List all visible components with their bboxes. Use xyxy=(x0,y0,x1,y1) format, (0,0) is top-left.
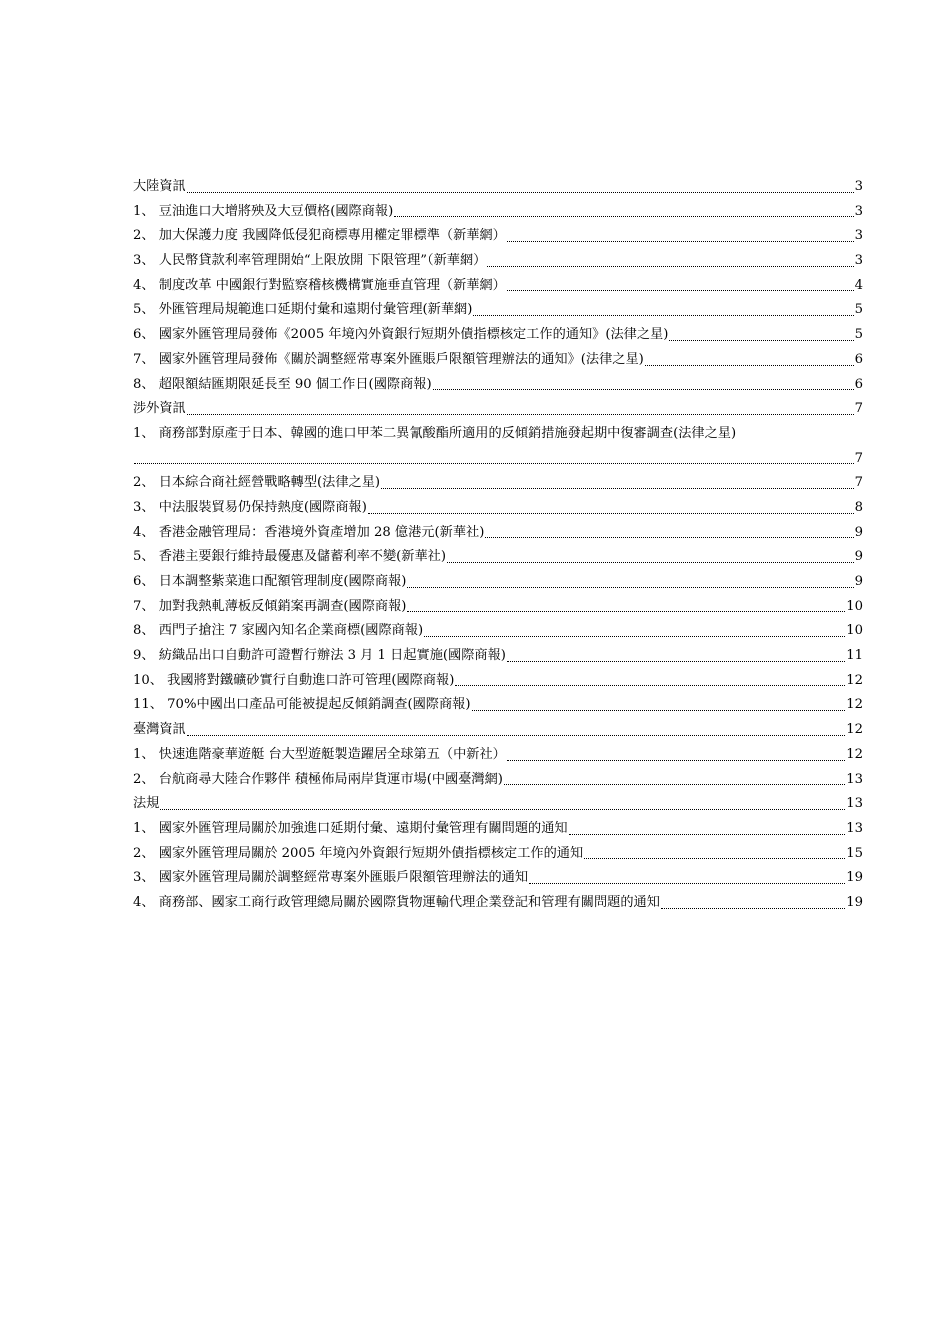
toc-page-number: 13 xyxy=(846,796,863,812)
toc-entry-title: 1、 快速進階豪華遊艇 台大型遊艇製造躍居全球第五（中新社） xyxy=(133,746,506,762)
toc-leader-dots xyxy=(473,315,853,316)
toc-entry-title: 7、 加對我熱軋薄板反傾銷案再調查(國際商報) xyxy=(133,598,407,614)
toc-entry[interactable] xyxy=(133,521,863,546)
toc-page-number: 7 xyxy=(854,401,863,417)
toc-leader-dots xyxy=(187,735,845,736)
toc-entry[interactable] xyxy=(133,817,863,842)
toc-leader-dots xyxy=(529,883,845,884)
toc-page-number: 3 xyxy=(854,203,863,219)
toc-leader-dots xyxy=(455,685,845,686)
toc-leader-dots xyxy=(368,513,854,514)
toc-leader-dots xyxy=(669,340,853,341)
toc-entry-title: 3、 國家外匯管理局關於調整經常專案外匯賬戶限額管理辦法的通知 xyxy=(133,870,529,886)
toc-page-number: 12 xyxy=(846,722,863,738)
toc-entry[interactable] xyxy=(133,743,863,768)
toc-leader-dots xyxy=(584,858,845,859)
toc-leader-dots xyxy=(507,290,854,291)
toc-leader-dots xyxy=(381,488,854,489)
table-of-contents xyxy=(133,175,863,916)
toc-entry-title: 5、 香港主要銀行維持最優惠及儲蓄利率不變(新華社) xyxy=(133,549,446,565)
toc-page-number: 12 xyxy=(846,672,863,688)
toc-page-number: 10 xyxy=(846,623,863,639)
toc-entry-title: 7、 國家外匯管理局發佈《關於調整經常專案外匯賬戶限額管理辦法的通知》(法律之星) xyxy=(133,351,644,367)
toc-page-number: 5 xyxy=(854,302,863,318)
toc-entry[interactable] xyxy=(133,348,863,373)
toc-leader-dots xyxy=(507,661,845,662)
toc-page-number: 7 xyxy=(854,450,863,466)
toc-entry[interactable] xyxy=(133,373,863,398)
toc-leader-dots xyxy=(504,784,845,785)
toc-entry[interactable] xyxy=(133,274,863,299)
toc-page-number: 3 xyxy=(854,228,863,244)
toc-entry-title: 11、 70%中國出口產品可能被提起反傾銷調查(國際商報) xyxy=(133,697,471,713)
toc-leader-dots xyxy=(407,611,845,612)
toc-entry-title: 5、 外匯管理局規範進口延期付彙和遠期付彙管理(新華網) xyxy=(133,302,473,318)
toc-entry[interactable] xyxy=(133,891,863,916)
toc-leader-dots xyxy=(424,636,845,637)
toc-page-number: 9 xyxy=(854,524,863,540)
toc-wrapped-entry-first-line[interactable]: 1、 商務部對原產于日本、韓國的進口甲苯二異氰酸酯所適用的反傾銷措施發起期中復審調查(法律之星) xyxy=(133,425,737,441)
toc-entry-title: 9、 紡織品出口自動許可證暫行辦法 3 月 1 日起實施(國際商報) xyxy=(133,648,506,664)
toc-entry[interactable] xyxy=(133,669,863,694)
toc-wrapped-entry-second-line[interactable] xyxy=(133,447,863,472)
toc-entry[interactable] xyxy=(133,718,863,743)
toc-entry[interactable] xyxy=(133,397,863,422)
toc-entry[interactable] xyxy=(133,570,863,595)
toc-entry-title: 涉外資訊 xyxy=(133,401,186,417)
toc-entry[interactable] xyxy=(133,471,863,496)
toc-entry[interactable] xyxy=(133,175,863,200)
toc-entry[interactable] xyxy=(133,792,863,817)
toc-entry[interactable] xyxy=(133,866,863,891)
toc-entry[interactable] xyxy=(133,619,863,644)
toc-page-number: 10 xyxy=(846,598,863,614)
toc-page-number: 11 xyxy=(846,648,863,664)
toc-leader-dots xyxy=(187,414,854,415)
toc-entry-title: 臺灣資訊 xyxy=(133,722,186,738)
toc-group-2 xyxy=(133,471,863,915)
toc-entry-title: 2、 加大保護力度 我國降低侵犯商標專用權定罪標準（新華網） xyxy=(133,228,506,244)
toc-group-1 xyxy=(133,175,863,422)
toc-entry-title: 1、 豆油進口大增將殃及大豆價格(國際商報) xyxy=(133,203,394,219)
toc-entry-title: 8、 超限額結匯期限延長至 90 個工作日(國際商報) xyxy=(133,376,432,392)
toc-page-number: 7 xyxy=(854,475,863,491)
toc-entry[interactable] xyxy=(133,842,863,867)
toc-page-number: 15 xyxy=(846,845,863,861)
toc-entry[interactable] xyxy=(133,224,863,249)
toc-page-number: 12 xyxy=(846,746,863,762)
toc-entry-title: 大陸資訊 xyxy=(133,179,186,194)
toc-entry[interactable] xyxy=(133,249,863,274)
toc-entry[interactable] xyxy=(133,693,863,718)
toc-entry-title: 2、 國家外匯管理局關於 2005 年境內外資銀行短期外債指標核定工作的通知 xyxy=(133,845,584,861)
toc-leader-dots xyxy=(407,587,853,588)
toc-entry-title: 4、 制度改革 中國銀行對監察稽核機構實施垂直管理（新華網） xyxy=(133,277,506,293)
toc-page-number: 4 xyxy=(854,277,863,293)
toc-leader-dots xyxy=(472,710,846,711)
toc-page-number: 13 xyxy=(846,820,863,836)
toc-page-number: 9 xyxy=(854,549,863,565)
toc-page-number: 6 xyxy=(854,376,863,392)
toc-leader-dots xyxy=(187,192,854,193)
toc-entry-title: 6、 日本調整紫菜進口配額管理制度(國際商報) xyxy=(133,574,407,589)
toc-leader-dots xyxy=(447,562,854,563)
toc-page-number: 3 xyxy=(854,253,863,269)
toc-entry[interactable] xyxy=(133,644,863,669)
toc-entry-title: 8、 西門子搶注 7 家國內知名企業商標(國際商報) xyxy=(133,623,424,639)
toc-entry-title: 3、 中法服裝貿易仍保持熱度(國際商報) xyxy=(133,499,367,515)
toc-page-number: 12 xyxy=(846,697,863,713)
toc-leader-dots xyxy=(645,365,854,366)
toc-entry-title: 2、 日本綜合商社經營戰略轉型(法律之星) xyxy=(133,475,381,491)
toc-entry-title: 4、 香港金融管理局：香港境外資產增加 28 億港元(新華社) xyxy=(133,524,485,540)
toc-entry-title: 1、 國家外匯管理局關於加強進口延期付彙、遠期付彙管理有關問題的通知 xyxy=(133,820,568,836)
toc-entry-title: 法規 xyxy=(133,796,160,812)
toc-entry[interactable] xyxy=(133,545,863,570)
toc-leader-dots xyxy=(394,216,853,217)
toc-entry-title: 3、 人民幣貸款利率管理開始“上限放開 下限管理”（新華網） xyxy=(133,253,487,269)
toc-page-number: 8 xyxy=(854,499,863,515)
toc-page-number: 19 xyxy=(846,870,863,886)
toc-leader-dots xyxy=(433,389,854,390)
toc-entry[interactable] xyxy=(133,768,863,793)
toc-page-number: 19 xyxy=(846,894,863,910)
toc-leader-dots xyxy=(569,834,846,835)
toc-entry-title: 2、 台航商尋大陸合作夥伴 積極佈局兩岸貨運市場(中國臺灣網) xyxy=(133,771,503,787)
toc-leader-dots xyxy=(160,809,845,810)
toc-leader-dots xyxy=(661,908,845,909)
toc-entry[interactable] xyxy=(133,200,863,225)
toc-entry[interactable] xyxy=(133,595,863,620)
toc-leader-dots xyxy=(487,266,853,267)
toc-leader-dots xyxy=(507,241,854,242)
toc-page-number: 9 xyxy=(854,574,863,589)
toc-page-number: 3 xyxy=(854,179,863,194)
toc-entry-title: 6、 國家外匯管理局發佈《2005 年境內外資銀行短期外債指標核定工作的通知》(法律之星) xyxy=(133,327,669,343)
toc-page-number: 6 xyxy=(854,351,863,367)
toc-leader-dots xyxy=(134,463,854,464)
toc-entry[interactable] xyxy=(133,496,863,521)
toc-entry[interactable] xyxy=(133,298,863,323)
toc-page-number: 13 xyxy=(846,771,863,787)
toc-leader-dots xyxy=(485,537,853,538)
toc-entry-title: 10、 我國將對鐵礦砂實行自動進口許可管理(國際商報) xyxy=(133,672,455,688)
toc-page-number: 5 xyxy=(854,327,863,343)
toc-leader-dots xyxy=(507,760,845,761)
toc-entry[interactable] xyxy=(133,323,863,348)
toc-entry-title: 4、 商務部、國家工商行政管理總局關於國際貨物運輸代理企業登記和管理有關問題的通知 xyxy=(133,894,660,910)
